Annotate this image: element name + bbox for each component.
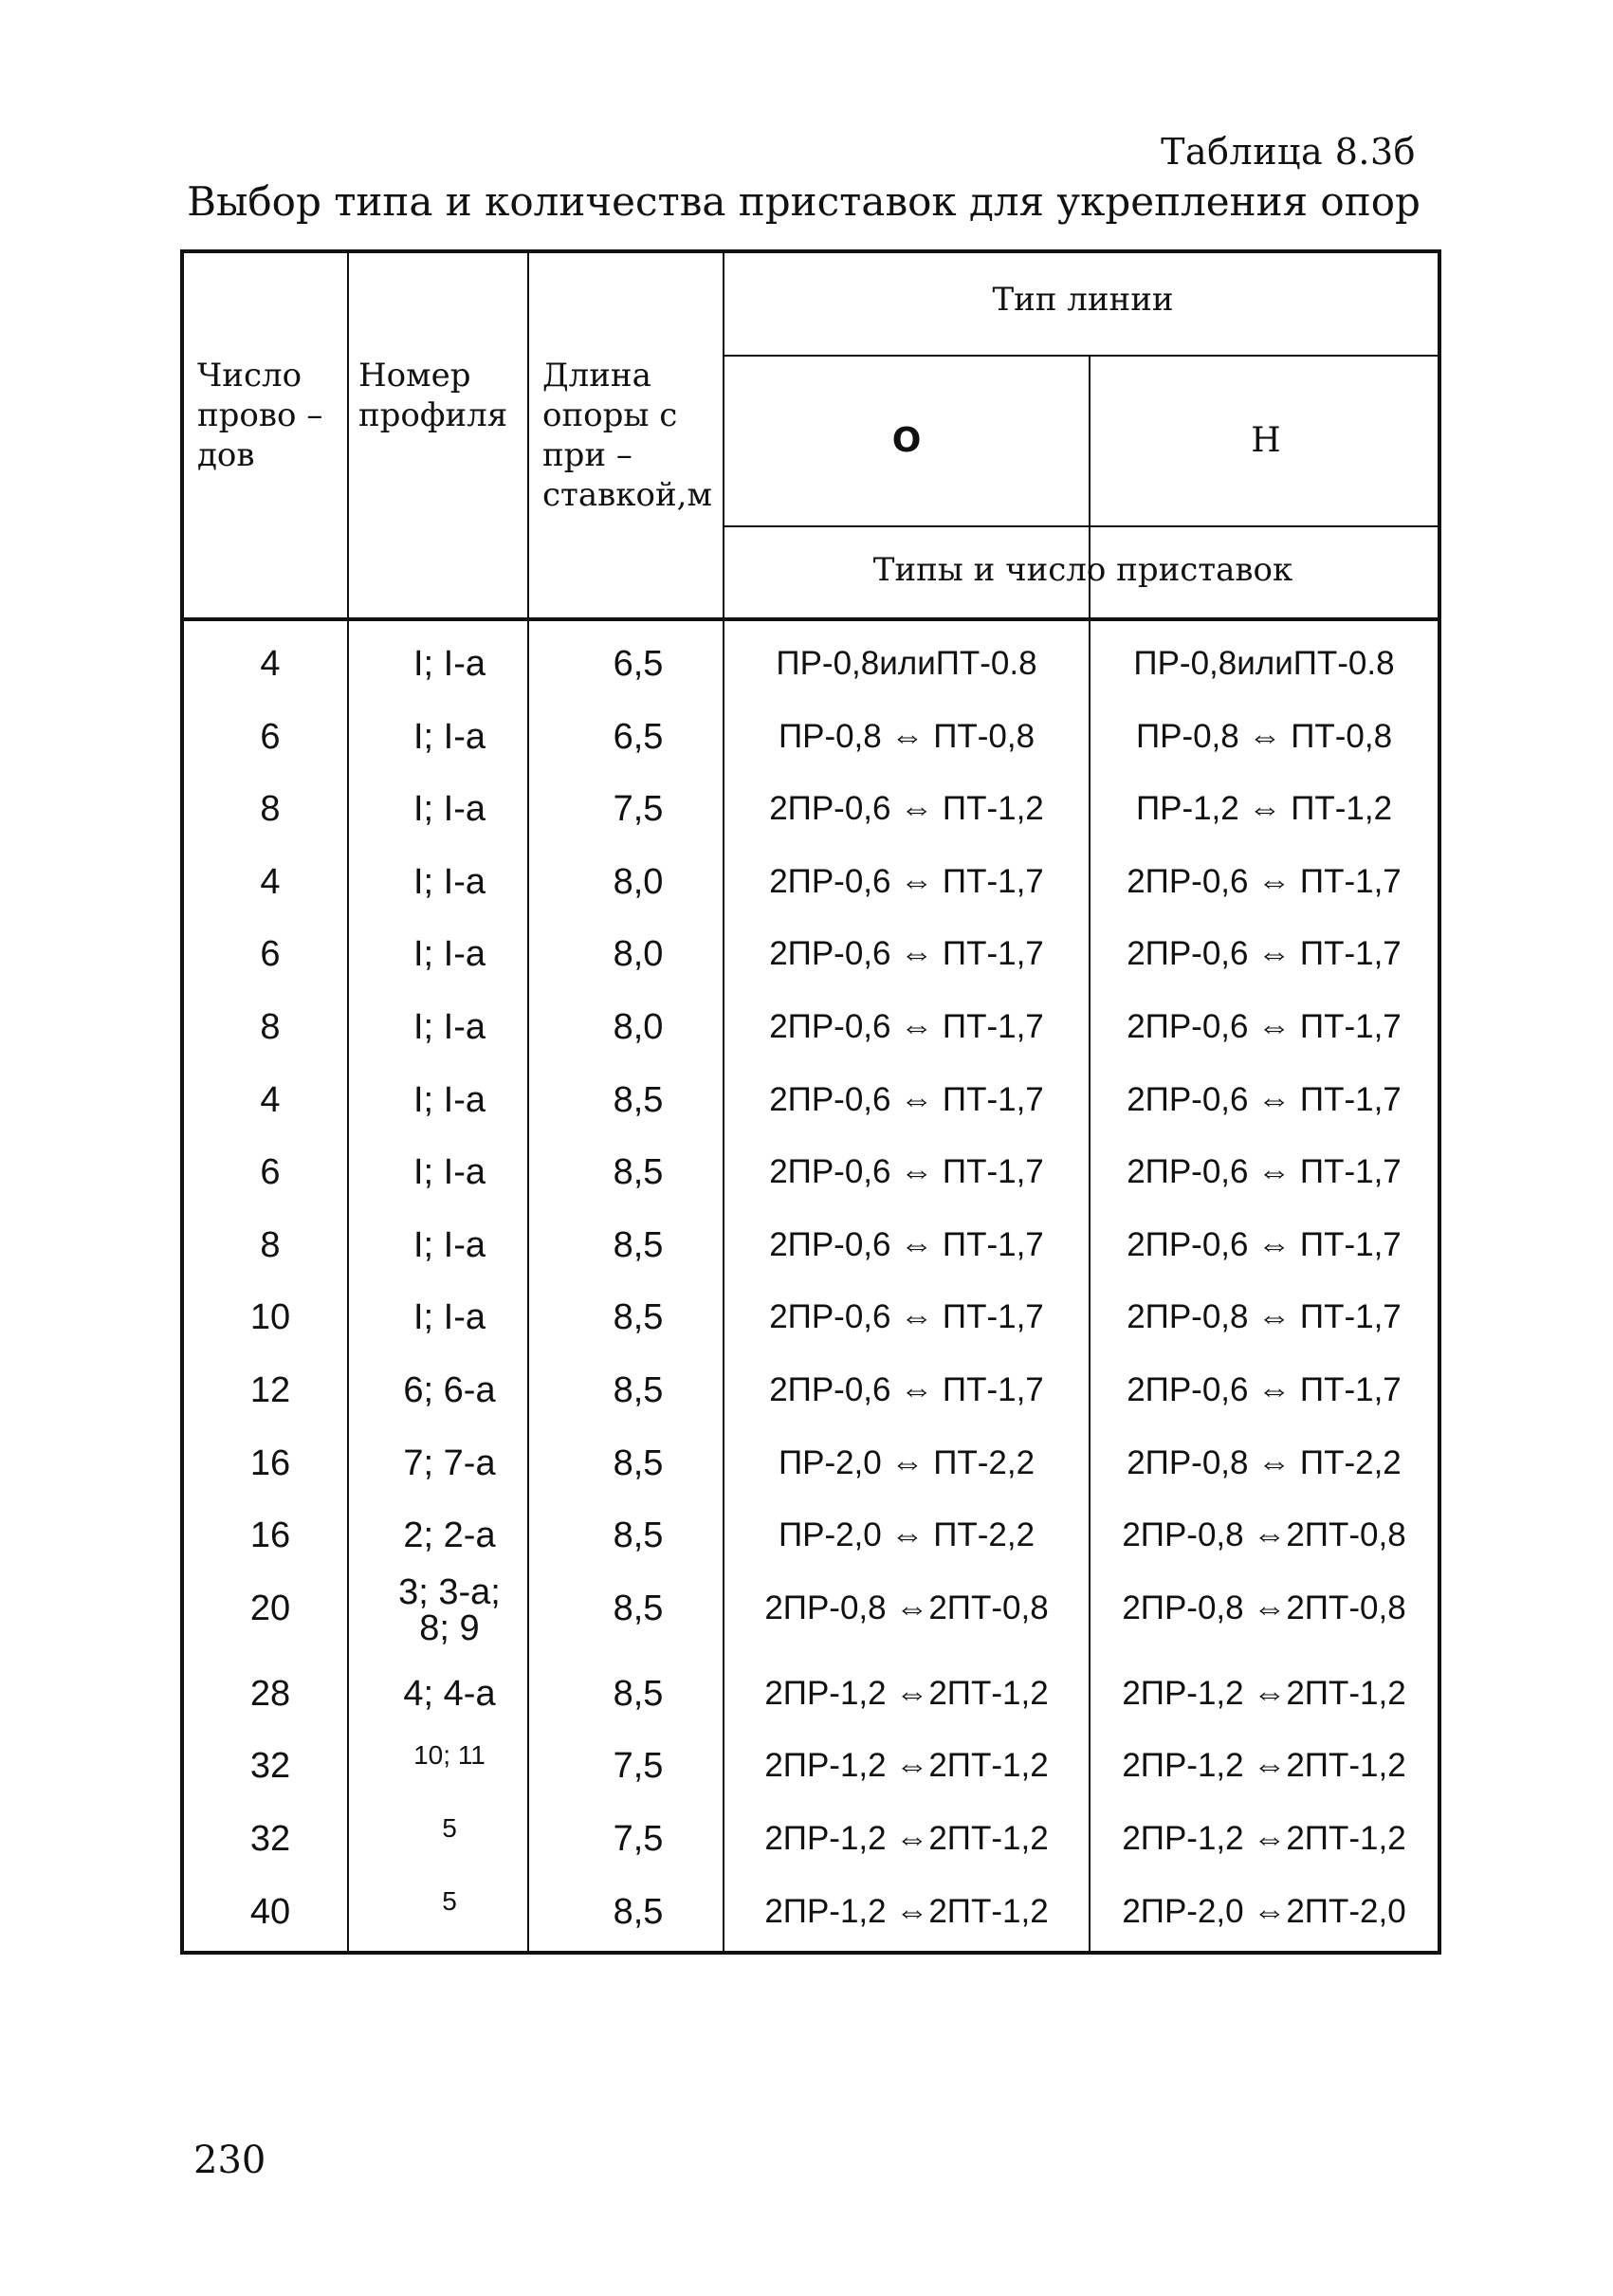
- cell-wires: 6: [260, 1152, 281, 1193]
- table-row: [184, 846, 1438, 918]
- header-length: [542, 356, 712, 515]
- cell-profile: I; I-a: [412, 861, 486, 902]
- cell-profile: 2; 2-a: [403, 1515, 496, 1556]
- table-number: Таблица 8.3б: [1161, 131, 1416, 173]
- cell-profile: 4; 4-a: [403, 1673, 496, 1714]
- page-number: 230: [193, 2139, 266, 2182]
- header-profile-line: Номер: [358, 357, 471, 395]
- cell-length: 6,5: [613, 716, 664, 757]
- cell-wires: 28: [249, 1673, 291, 1714]
- header-wires: [197, 356, 322, 475]
- cell-profile: 7; 7-a: [403, 1442, 496, 1483]
- cell-profile: I; I-a: [412, 1297, 486, 1338]
- cell-type-o: ПР-0,8илиПТ-0.8: [776, 645, 1037, 682]
- cell-type-n: 2ПР-0,8 ⇔2ПТ-0,8: [1122, 1516, 1406, 1554]
- cell-wires: 6: [260, 934, 281, 975]
- cell-wires: 6: [260, 716, 281, 757]
- cell-type-o: ПР-0,8 ⇔ ПТ-0,8: [778, 717, 1036, 755]
- table-row: [184, 628, 1438, 700]
- cell-wires: 4: [260, 644, 281, 684]
- header-type-n: Н: [1251, 421, 1281, 460]
- cell-profile: I; I-a: [412, 934, 486, 975]
- header-length-line: при –: [542, 436, 632, 474]
- cell-type-o: 2ПР-1,2 ⇔2ПТ-1,2: [764, 1820, 1049, 1857]
- cell-wires: 12: [249, 1370, 291, 1410]
- cell-type-n: 2ПР-1,2 ⇔2ПТ-1,2: [1122, 1820, 1406, 1857]
- table-row: [184, 1499, 1438, 1571]
- table-row: [184, 1354, 1438, 1426]
- cell-length: 8,5: [613, 1079, 664, 1120]
- header-length-line: опоры с: [542, 396, 678, 434]
- table-title: Выбор типа и количества приставок для укрепления опор: [187, 178, 1421, 225]
- extension-selection-table: [180, 249, 1441, 1955]
- cell-length: 8,5: [613, 1370, 664, 1410]
- cell-profile: I; I-a: [412, 644, 486, 684]
- cell-length: 8,5: [613, 1515, 664, 1556]
- cell-type-o: 2ПР-0,6 ⇔ ПТ-1,7: [769, 1008, 1044, 1045]
- cell-type-n: 2ПР-0,8 ⇔ ПТ-2,2: [1127, 1443, 1402, 1481]
- table-row: [184, 1803, 1438, 1875]
- cell-length: 8,5: [613, 1442, 664, 1483]
- cell-type-o: 2ПР-0,6 ⇔ ПТ-1,7: [769, 1153, 1044, 1191]
- cell-profile: [349, 1571, 527, 1648]
- cell-type-o: 2ПР-0,6 ⇔ ПТ-1,7: [769, 1371, 1044, 1408]
- cell-type-n: ПР-1,2 ⇔ ПТ-1,2: [1135, 790, 1393, 828]
- cell-type-n: 2ПР-0,6 ⇔ ПТ-1,7: [1127, 862, 1402, 900]
- cell-length: 7,5: [613, 1746, 664, 1787]
- cell-wires: 8: [260, 1224, 281, 1265]
- cell-type-o: 2ПР-1,2 ⇔2ПТ-1,2: [764, 1747, 1049, 1785]
- cell-profile: 6; 6-a: [403, 1370, 496, 1410]
- cell-type-o: 2ПР-0,6 ⇔ ПТ-1,7: [769, 1080, 1044, 1118]
- cell-length: 8,0: [613, 1007, 664, 1047]
- cell-profile: I; I-a: [412, 1079, 486, 1120]
- table-row: [184, 1571, 1438, 1648]
- table-row: [184, 701, 1438, 773]
- cell-type-n: 2ПР-0,8 ⇔2ПТ-0,8: [1122, 1589, 1406, 1626]
- cell-profile: I; I-a: [412, 1007, 486, 1047]
- cell-type-o: 2ПР-0,6 ⇔ ПТ-1,7: [769, 935, 1044, 973]
- cell-profile: I; I-a: [412, 716, 486, 757]
- header-profile-line: профиля: [358, 396, 508, 434]
- header-length-line: ставкой,м: [542, 476, 712, 514]
- table-row: [184, 1658, 1438, 1730]
- cell-wires: 8: [260, 1007, 281, 1047]
- cell-wires: 32: [249, 1819, 291, 1859]
- header-type-o: О: [891, 421, 922, 460]
- table-row: [184, 1209, 1438, 1281]
- cell-length: 7,5: [613, 789, 664, 830]
- cell-profile: 10; 11: [413, 1740, 486, 1771]
- cell-type-n: 2ПР-2,0 ⇔2ПТ-2,0: [1122, 1892, 1406, 1930]
- header-divider: [724, 525, 1438, 527]
- cell-type-n: 2ПР-0,6 ⇔ ПТ-1,7: [1127, 1153, 1402, 1191]
- cell-type-o: ПР-2,0 ⇔ ПТ-2,2: [778, 1443, 1036, 1481]
- cell-length: 8,5: [613, 1588, 664, 1628]
- cell-wires: 4: [260, 861, 281, 902]
- cell-length: 8,0: [613, 934, 664, 975]
- cell-wires: 8: [260, 789, 281, 830]
- header-line-type: Тип линии: [992, 281, 1174, 319]
- cell-type-o: ПР-2,0 ⇔ ПТ-2,2: [778, 1516, 1036, 1554]
- table-row: [184, 1281, 1438, 1353]
- cell-type-n: 2ПР-0,6 ⇔ ПТ-1,7: [1127, 1008, 1402, 1045]
- cell-profile: I; I-a: [412, 789, 486, 830]
- cell-wires: 4: [260, 1079, 281, 1120]
- table-row: [184, 1427, 1438, 1499]
- cell-type-n: 2ПР-0,6 ⇔ ПТ-1,7: [1127, 935, 1402, 973]
- cell-type-n: 2ПР-0,6 ⇔ ПТ-1,7: [1127, 1080, 1402, 1118]
- cell-profile: I; I-a: [412, 1152, 486, 1193]
- cell-profile: 5: [442, 1885, 457, 1916]
- cell-type-o: 2ПР-1,2 ⇔2ПТ-1,2: [764, 1674, 1049, 1712]
- table-row: [184, 773, 1438, 845]
- cell-profile: 5: [442, 1813, 457, 1843]
- cell-type-n: 2ПР-1,2 ⇔2ПТ-1,2: [1122, 1747, 1406, 1785]
- header-length-line: Длина: [542, 357, 651, 395]
- cell-wires: 16: [249, 1442, 291, 1483]
- table-row: [184, 1136, 1438, 1208]
- cell-length: 7,5: [613, 1819, 664, 1859]
- header-wires-line: Число: [197, 357, 302, 395]
- header-bottom-rule: [184, 617, 1438, 621]
- table-row: [184, 1876, 1438, 1948]
- cell-length: 6,5: [613, 644, 664, 684]
- table-row: [184, 991, 1438, 1063]
- cell-type-n: 2ПР-0,6 ⇔ ПТ-1,7: [1127, 1371, 1402, 1408]
- cell-type-n: 2ПР-1,2 ⇔2ПТ-1,2: [1122, 1674, 1406, 1712]
- cell-length: 8,5: [613, 1891, 664, 1932]
- cell-type-n: ПР-0,8 ⇔ ПТ-0,8: [1135, 717, 1393, 755]
- cell-length: 8,5: [613, 1152, 664, 1193]
- cell-wires: 16: [249, 1515, 291, 1556]
- cell-type-o: 2ПР-0,8 ⇔2ПТ-0,8: [764, 1589, 1049, 1626]
- cell-type-o: 2ПР-0,6 ⇔ ПТ-1,7: [769, 1298, 1044, 1336]
- cell-length: 8,5: [613, 1673, 664, 1714]
- cell-length: 8,5: [613, 1224, 664, 1265]
- cell-wires: 10: [249, 1297, 291, 1338]
- cell-wires: 32: [249, 1746, 291, 1787]
- cell-type-o: 2ПР-0,6 ⇔ ПТ-1,2: [769, 790, 1044, 828]
- cell-type-n: 2ПР-0,6 ⇔ ПТ-1,7: [1127, 1225, 1402, 1263]
- cell-type-n: ПР-0,8илиПТ-0.8: [1133, 645, 1395, 682]
- cell-type-o: 2ПР-0,6 ⇔ ПТ-1,7: [769, 1225, 1044, 1263]
- table-row: [184, 1730, 1438, 1802]
- cell-wires: 40: [249, 1891, 291, 1932]
- header-extensions: Типы и число приставок: [872, 551, 1293, 589]
- cell-wires: 20: [249, 1588, 291, 1628]
- header-divider: [724, 355, 1438, 357]
- header-wires-line: прово –: [197, 396, 323, 434]
- cell-type-n: 2ПР-0,8 ⇔ ПТ-1,7: [1127, 1298, 1402, 1336]
- header-wires-line: дов: [197, 436, 255, 474]
- header-profile: [358, 356, 507, 435]
- cell-type-o: 2ПР-1,2 ⇔2ПТ-1,2: [764, 1892, 1049, 1930]
- cell-profile-line: 8; 9: [419, 1607, 480, 1648]
- cell-profile-line: 3; 3-a;: [398, 1571, 501, 1612]
- table-row: [184, 918, 1438, 990]
- table-row: [184, 1064, 1438, 1136]
- cell-profile: I; I-a: [412, 1224, 486, 1265]
- cell-length: 8,5: [613, 1297, 664, 1338]
- cell-length: 8,0: [613, 861, 664, 902]
- cell-type-o: 2ПР-0,6 ⇔ ПТ-1,7: [769, 862, 1044, 900]
